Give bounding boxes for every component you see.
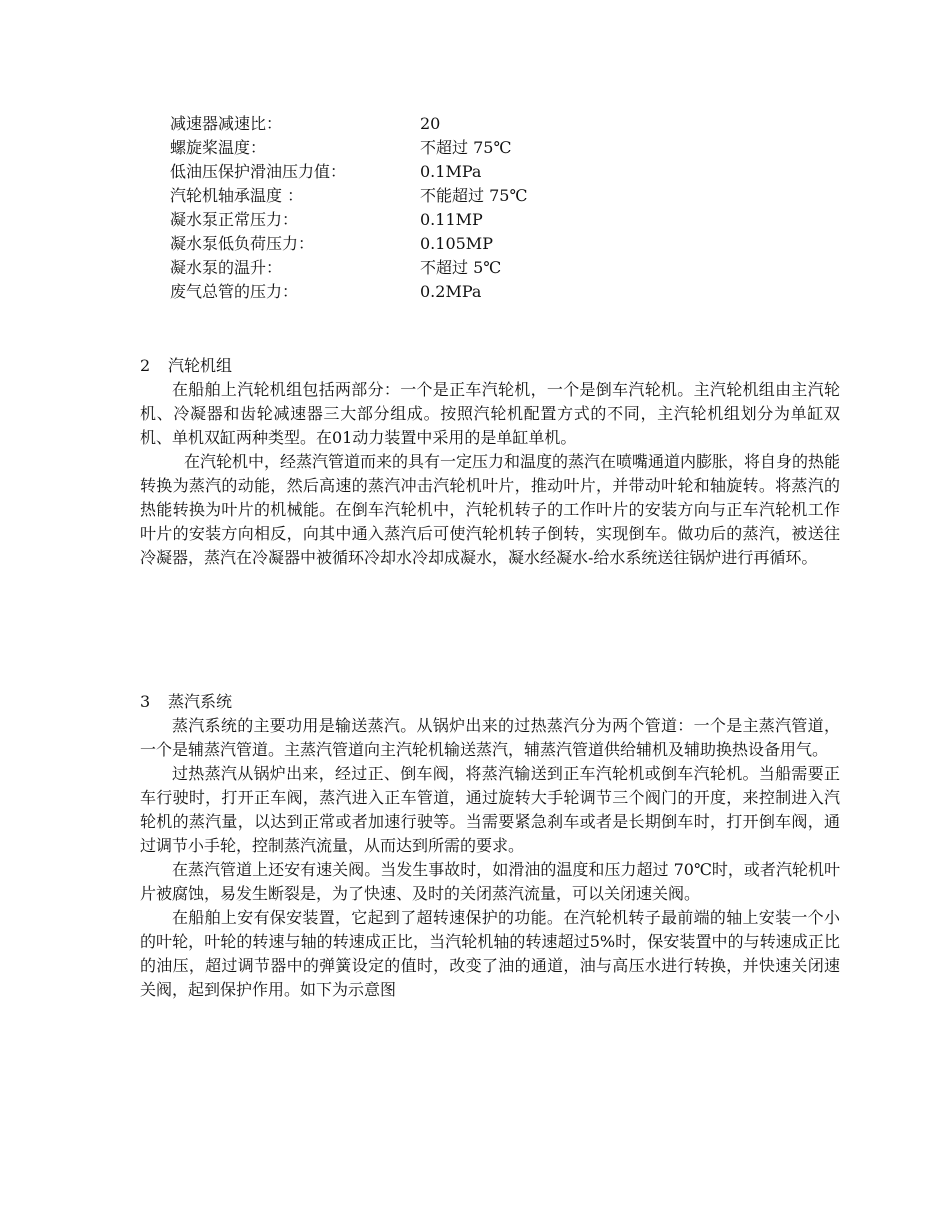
spec-value: 不能超过 75℃	[420, 186, 528, 205]
section-turbine-unit	[140, 354, 840, 570]
spec-value: 20	[420, 114, 441, 133]
spec-label: 减速器减速比：	[170, 114, 283, 133]
spec-label: 凝水泵的温升：	[170, 258, 283, 277]
section-heading	[140, 690, 840, 714]
section-steam-system	[140, 690, 840, 1002]
spec-label: 废气总管的压力：	[170, 282, 299, 301]
spec-value: 0.11MP	[420, 210, 483, 229]
section-title: 蒸汽系统	[168, 692, 233, 711]
spec-row	[170, 232, 720, 256]
section-heading	[140, 354, 840, 378]
spec-value: 不超过 5℃	[420, 258, 502, 277]
spec-row	[170, 184, 720, 208]
section-number: 3	[140, 692, 151, 711]
spec-label: 凝水泵低负荷压力：	[170, 234, 315, 253]
section-title: 汽轮机组	[168, 356, 233, 375]
spec-label: 螺旋桨温度：	[170, 138, 267, 157]
spec-table	[170, 112, 720, 304]
paragraph: 在船舶上汽轮机组包括两部分：一个是正车汽轮机，一个是倒车汽轮机。主汽轮机组由主汽轮机、冷凝器和齿轮减速器三大部分组成。按照汽轮机配置方式的不同，主汽轮机组划分为单缸双机、单机双缸两种类型。在01动力装置中采用的是单缸单机。	[140, 380, 840, 447]
paragraph: 蒸汽系统的主要功用是输送蒸汽。从锅炉出来的过热蒸汽分为两个管道：一个是主蒸汽管道，一个是辅蒸汽管道。主蒸汽管道向主汽轮机输送蒸汽，辅蒸汽管道供给辅机及辅助换热设备用气。	[140, 716, 840, 759]
paragraph: 过热蒸汽从锅炉出来，经过正、倒车阀，将蒸汽输送到正车汽轮机或倒车汽轮机。当船需要正车行驶时，打开正车阀，蒸汽进入正车管道，通过旋转大手轮调节三个阀门的开度，来控制进入汽轮机的蒸汽量，以达到正常或者加速行驶等。当需要紧急刹车或者是长期倒车时，打开倒车阀，通过调节小手轮，控制蒸汽流量，从而达到所需的要求。	[140, 764, 840, 855]
spec-value: 不超过 75℃	[420, 138, 512, 157]
spec-value: 0.105MP	[420, 234, 493, 253]
paragraph: 在船舶上安有保安装置，它起到了超转速保护的功能。在汽轮机转子最前端的轴上安装一个小的叶轮，叶轮的转速与轴的转速成正比，当汽轮机轴的转速超过5%时，保安装置中的与转速成正比的油压，超过调节器中的弹簧设定的值时，改变了油的通道，油与高压水进行转换，并快速关闭速关阀，起到保护作用。如下为示意图	[140, 908, 840, 999]
spec-row	[170, 112, 720, 136]
spec-value: 0.2MPa	[420, 282, 482, 301]
spec-value: 0.1MPa	[420, 162, 482, 181]
spec-row	[170, 208, 720, 232]
paragraph: 在蒸汽管道上还安有速关阀。当发生事故时，如滑油的温度和压力超过 70℃时，或者汽轮机叶片被腐蚀，易发生断裂是，为了快速、及时的关闭蒸汽流量，可以关闭速关阀。	[140, 860, 840, 903]
section-number: 2	[140, 356, 151, 375]
spec-label: 低油压保护滑油压力值：	[170, 162, 347, 181]
spec-row	[170, 160, 720, 184]
spec-label: 汽轮机轴承温度 ：	[170, 186, 304, 205]
spec-row	[170, 136, 720, 160]
spec-label: 凝水泵正常压力：	[170, 210, 299, 229]
spec-row	[170, 280, 720, 304]
spec-row	[170, 256, 720, 280]
paragraph: 在汽轮机中，经蒸汽管道而来的具有一定压力和温度的蒸汽在喷嘴通道内膨胀，将自身的热能转换为蒸汽的动能，然后高速的蒸汽冲击汽轮机叶片，推动叶片，并带动叶轮和轴旋转。将蒸汽的热能转换为叶片的机械能。在倒车汽轮机中，汽轮机转子的工作叶片的安装方向与正车汽轮机工作叶片的安装方向相反，向其中通入蒸汽后可使汽轮机转子倒转，实现倒车。做功后的蒸汽，被送往冷凝器，蒸汽在冷凝器中被循环冷却水冷却成凝水，凝水经凝水-给水系统送往锅炉进行再循环。	[140, 452, 841, 567]
